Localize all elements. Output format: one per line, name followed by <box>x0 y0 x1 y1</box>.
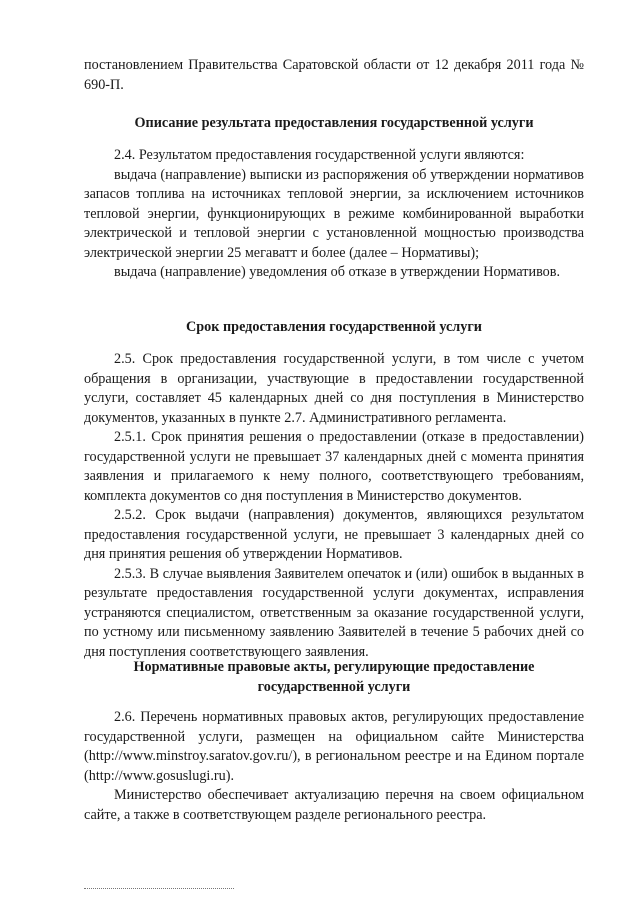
section-body-legal-acts <box>84 708 584 825</box>
section-heading-term: Срок предоставления государственной услуги <box>186 319 482 335</box>
paragraph-2-5-3: 2.5.3. В случае выявления Заявителем опечаток и (или) ошибок в выданных в результате предоставления государственной услуги документах, исправления устраняются специалистом, ответственным за оказание государственной услуги, по устному или письменному заявлению Заявителей в течение 5 рабочих дней со дня поступления соответствующего заявления. <box>84 565 584 660</box>
intro-text: постановлением Правительства Саратовской области от 12 декабря 2011 года № 690-П. <box>84 57 584 93</box>
section-heading-legal-acts: Нормативные правовые акты, регулирующие предоставление государственной услуги <box>133 659 535 695</box>
paragraph-result-extract: выдача (направление) выписки из распоряжения об утверждении нормативов запасов топлива на источниках тепловой энергии, за исключением источников тепловой энергии, функционирующих в режиме комбинированной выработки электрической и тепловой энергии с установленной мощностью производства электрической энергии 25 мегаватт и более (далее – Нормативы); <box>84 166 584 261</box>
section-body-term <box>84 350 584 662</box>
paragraph-2-4: 2.4. Результатом предоставления государственной услуги являются: <box>114 147 525 163</box>
section-body-result <box>84 146 584 283</box>
intro-paragraph <box>84 56 584 95</box>
paragraph-ministry-updates: Министерство обеспечивает актуализацию перечня на своем официальном сайте, а также в соответствующем разделе регионального реестра. <box>84 787 584 823</box>
section-heading-result: Описание результата предоставления государственной услуги <box>134 115 534 131</box>
paragraph-2-5-2: 2.5.2. Срок выдачи (направления) документов, являющихся результатом предоставления государственной услуги, не превышает 3 календарных дней со дня принятия решения об утверждении Нормативов. <box>84 507 584 562</box>
paragraph-result-refusal: выдача (направление) уведомления об отказе в утверждении Нормативов. <box>114 264 561 280</box>
footer-dotted-rule <box>84 888 234 889</box>
paragraph-2-5-1: 2.5.1. Срок принятия решения о предоставлении (отказе в предоставлении) государственной услуги не превышает 37 календарных дней с момента принятия заявления и прилагаемого к нему полного, соответствующего требованиям, комплекта документов со дня поступления в Министерство документов. <box>84 429 584 504</box>
paragraph-2-6: 2.6. Перечень нормативных правовых актов, регулирующих предоставление государственной услуги, размещен на официальном сайте Министерства (http://www.minstroy.saratov.gov.ru/), в региональном реестре и на Едином портале (http://www.gosuslugi.ru). <box>84 709 584 784</box>
paragraph-2-5: 2.5. Срок предоставления государственной услуги, в том числе с учетом обращения в организации, участвующие в предоставлении государственной услуги, составляет 45 календарных дней со дня поступления в Министерство документов, указанных в пункте 2.7. Административного регламента. <box>84 351 584 426</box>
